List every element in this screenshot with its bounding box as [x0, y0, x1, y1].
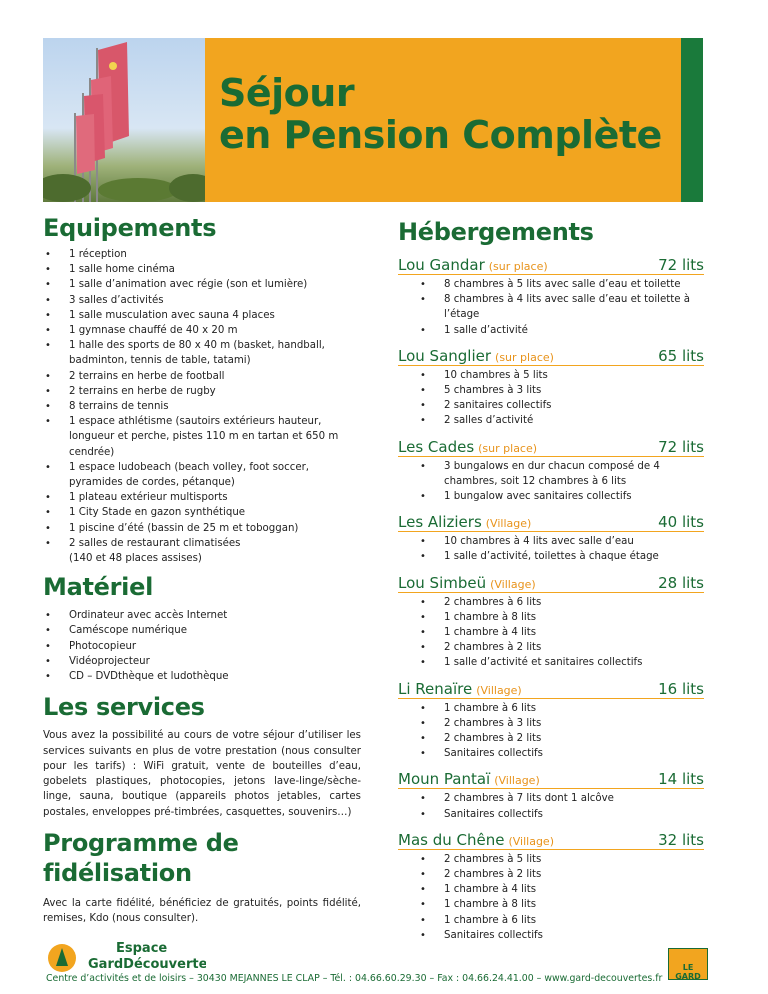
hebergement-block [398, 677, 704, 762]
list-item: • 2 sanitaires collectifs [418, 398, 704, 413]
hebergement-capacity: 16 lits [658, 679, 704, 698]
hebergement-capacity: 32 lits [658, 830, 704, 849]
hebergement-items [418, 277, 704, 338]
list-item: • 1 chambre à 8 lits [418, 897, 704, 912]
hebergement-name: Mas du Chêne [398, 830, 505, 849]
fidelisation-text: Avec la carte fidélité, bénéficiez de gratuités, points fidélité, remises, Kdo (nous consulter). [43, 898, 361, 925]
hebergement-block [398, 571, 704, 671]
hebergement-header [398, 435, 704, 457]
hebergement-header [398, 767, 704, 789]
espace-gard-logo [46, 936, 206, 976]
list-item: • 1 piscine d’été (bassin de 25 m et toboggan) [43, 521, 361, 536]
list-item: • 1 City Stade en gazon synthétique [43, 505, 361, 520]
list-item: • 1 salle home cinéma [43, 262, 361, 277]
list-item: • 8 terrains de tennis [43, 399, 361, 414]
hebergement-location-tag: (Village) [476, 683, 522, 697]
list-item: • 2 chambres à 7 lits dont 1 alcôve [418, 791, 704, 806]
list-item: • 1 réception [43, 247, 361, 262]
list-item: • 2 chambres à 3 lits [418, 716, 704, 731]
list-item: • 1 chambre à 6 lits [418, 913, 704, 928]
right-column [398, 213, 704, 943]
hebergement-title [398, 679, 522, 698]
list-item: • Ordinateur avec accès Internet [43, 608, 361, 623]
green-stripe [681, 38, 703, 202]
hebergement-header [398, 677, 704, 699]
hebergement-name: Moun Pantaï [398, 770, 491, 789]
hebergement-header [398, 571, 704, 593]
hebergement-items [418, 852, 704, 943]
hebergement-header [398, 253, 704, 275]
hebergement-location-tag: (sur place) [488, 260, 548, 273]
list-item: • 1 bungalow avec sanitaires collectifs [418, 489, 704, 504]
hebergement-capacity: 14 lits [658, 770, 704, 789]
list-item: • 1 salle d’activité [418, 323, 704, 338]
list-item: • Sanitaires collectifs [418, 746, 704, 761]
list-item: • 3 bungalows en dur chacun composé de 4 chambres, soit 12 chambres à 6 lits [418, 459, 704, 489]
fidelisation-heading: Programme de fidélisation [43, 829, 239, 888]
services-heading: Les services [43, 693, 205, 722]
hebergement-title [398, 512, 531, 531]
list-item: • 2 chambres à 6 lits [418, 595, 704, 610]
hebergement-items [418, 368, 704, 429]
hebergement-title [398, 437, 537, 456]
hebergement-location-tag: (sur place) [478, 441, 538, 455]
hebergement-capacity: 65 lits [658, 346, 704, 365]
title-line-1: Séjour [219, 71, 355, 115]
hebergement-name: Lou Gandar [398, 256, 485, 274]
badge-label: LE GARD [675, 963, 701, 981]
hebergement-name: Li Renaïre [398, 679, 473, 698]
header-banner [43, 38, 703, 202]
hebergement-title [398, 830, 554, 849]
list-item: • 5 chambres à 3 lits [418, 383, 704, 398]
hebergement-block [398, 253, 704, 338]
list-item: • 10 chambres à 5 lits [418, 368, 704, 383]
hebergement-items [418, 791, 704, 821]
hebergement-name: Les Aliziers [398, 513, 482, 532]
list-item: • 2 chambres à 2 lits [418, 867, 704, 882]
hebergement-location-tag: (Village) [485, 517, 532, 531]
footer-contact: Centre d’activités et de loisirs – 30430 MEJANNES LE CLAP – Tél. : 04.66.60.29.30 – Fax : 04.66.24.41.00 – www.gard-decouvertes.fr [46, 973, 663, 984]
hebergement-header [398, 344, 704, 366]
list-item: • 1 chambre à 4 lits [418, 882, 704, 897]
le-gard-badge [668, 948, 708, 980]
hebergement-block [398, 344, 704, 429]
equipements-list [43, 247, 361, 551]
equipements-heading: Equipements [43, 214, 217, 242]
hebergement-block [398, 767, 704, 821]
list-item: • 2 terrains en herbe de rugby [43, 384, 361, 399]
list-item: • 1 chambre à 6 lits [418, 701, 704, 716]
hebergement-header [398, 510, 704, 532]
list-item: • Caméscope numérique [43, 623, 361, 638]
svg-text:GardDécouvertes: GardDécouvertes [88, 957, 206, 972]
hebergement-items [418, 701, 704, 762]
list-item: • 2 chambres à 2 lits [418, 731, 704, 746]
list-item: • 8 chambres à 4 lits avec salle d’eau et toilette à l’étage [418, 292, 704, 322]
hebergement-location-tag: (Village) [494, 774, 540, 788]
list-item: • 8 chambres à 5 lits avec salle d’eau et toilette [418, 277, 704, 292]
hebergement-capacity: 40 lits [658, 513, 704, 532]
services-text: Vous avez la possibilité au cours de votre séjour d’utiliser les services suivants en plus de votre prestation (nous consulter pour les tarifs) : WiFi gratuit, vente de bouteilles d’eau, gobelets plastiques, photocopies, jetons lave-linge/sèche-linge, sauna, boutique (appareils photos jetables, cartes postales, enveloppes pré-timbrées, casquettes, souvenirs…) [43, 730, 361, 818]
hebergement-name: Lou Sanglier [398, 346, 492, 365]
hebergement-block [398, 828, 704, 943]
hebergement-header [398, 828, 704, 850]
hebergement-items [418, 534, 704, 564]
svg-text:Espace: Espace [116, 941, 168, 956]
hebergement-capacity: 28 lits [658, 573, 704, 592]
list-item: • 2 salles de restaurant climatisées [43, 536, 361, 551]
hebergement-title [398, 573, 536, 592]
list-item: • Sanitaires collectifs [418, 928, 704, 943]
hebergement-items [418, 595, 704, 671]
left-column [43, 213, 361, 927]
materiel-heading: Matériel [43, 573, 153, 602]
hebergement-name: Lou Simbeü [398, 573, 487, 592]
hebergements-heading: Hébergements [398, 218, 594, 246]
list-item: • 2 terrains en herbe de football [43, 369, 361, 384]
list-item: • 1 salle d’activité et sanitaires collectifs [418, 655, 704, 670]
hebergement-name: Les Cades [398, 437, 475, 456]
list-item: • 2 chambres à 5 lits [418, 852, 704, 867]
hebergement-capacity: 72 lits [658, 256, 704, 274]
list-item: • 1 salle d’animation avec régie (son et lumière) [43, 277, 361, 292]
list-item: • 1 espace athlétisme (sautoirs extérieurs hauteur, longueur et perche, pistes 110 m en tartan et 650 m cendrée) [43, 414, 361, 460]
list-item: • 1 salle d’activité, toilettes à chaque étage [418, 549, 704, 564]
page-title [219, 72, 662, 156]
materiel-list [43, 608, 361, 684]
list-item: • 1 chambre à 8 lits [418, 610, 704, 625]
hebergement-title [398, 255, 548, 274]
list-item: • 2 salles d’activité [418, 413, 704, 428]
list-item: • 1 plateau extérieur multisports [43, 490, 361, 505]
list-item: • 1 salle musculation avec sauna 4 places [43, 308, 361, 323]
list-item: • Photocopieur [43, 639, 361, 654]
restaurant-note: (140 et 48 places assises) [69, 553, 202, 565]
hebergement-capacity: 72 lits [658, 437, 704, 456]
title-line-2: en Pension Complète [219, 113, 662, 157]
list-item: • 2 chambres à 2 lits [418, 640, 704, 655]
list-item: • 3 salles d’activités [43, 293, 361, 308]
list-item: • CD – DVDthèque et ludothèque [43, 669, 361, 684]
list-item: • 1 chambre à 4 lits [418, 625, 704, 640]
hebergement-location-tag: (sur place) [495, 350, 554, 364]
list-item: • 1 halle des sports de 80 x 40 m (basket, handball, badminton, tennis de table, tatami) [43, 338, 361, 368]
hebergement-block [398, 435, 704, 505]
hebergements-list [398, 253, 704, 943]
hebergement-location-tag: (Village) [508, 834, 554, 848]
list-item: • 10 chambres à 4 lits avec salle d’eau [418, 534, 704, 549]
hebergement-title [398, 769, 540, 788]
flags-photo [43, 38, 205, 202]
list-item: • Vidéoprojecteur [43, 654, 361, 669]
hebergement-items [418, 459, 704, 505]
hebergement-block [398, 510, 704, 564]
list-item: • 1 gymnase chauffé de 40 x 20 m [43, 323, 361, 338]
hebergement-title [398, 346, 554, 365]
list-item: • 1 espace ludobeach (beach volley, foot soccer, pyramides de cordes, pétanque) [43, 460, 361, 490]
list-item: • Sanitaires collectifs [418, 807, 704, 822]
hebergement-location-tag: (Village) [490, 577, 536, 591]
